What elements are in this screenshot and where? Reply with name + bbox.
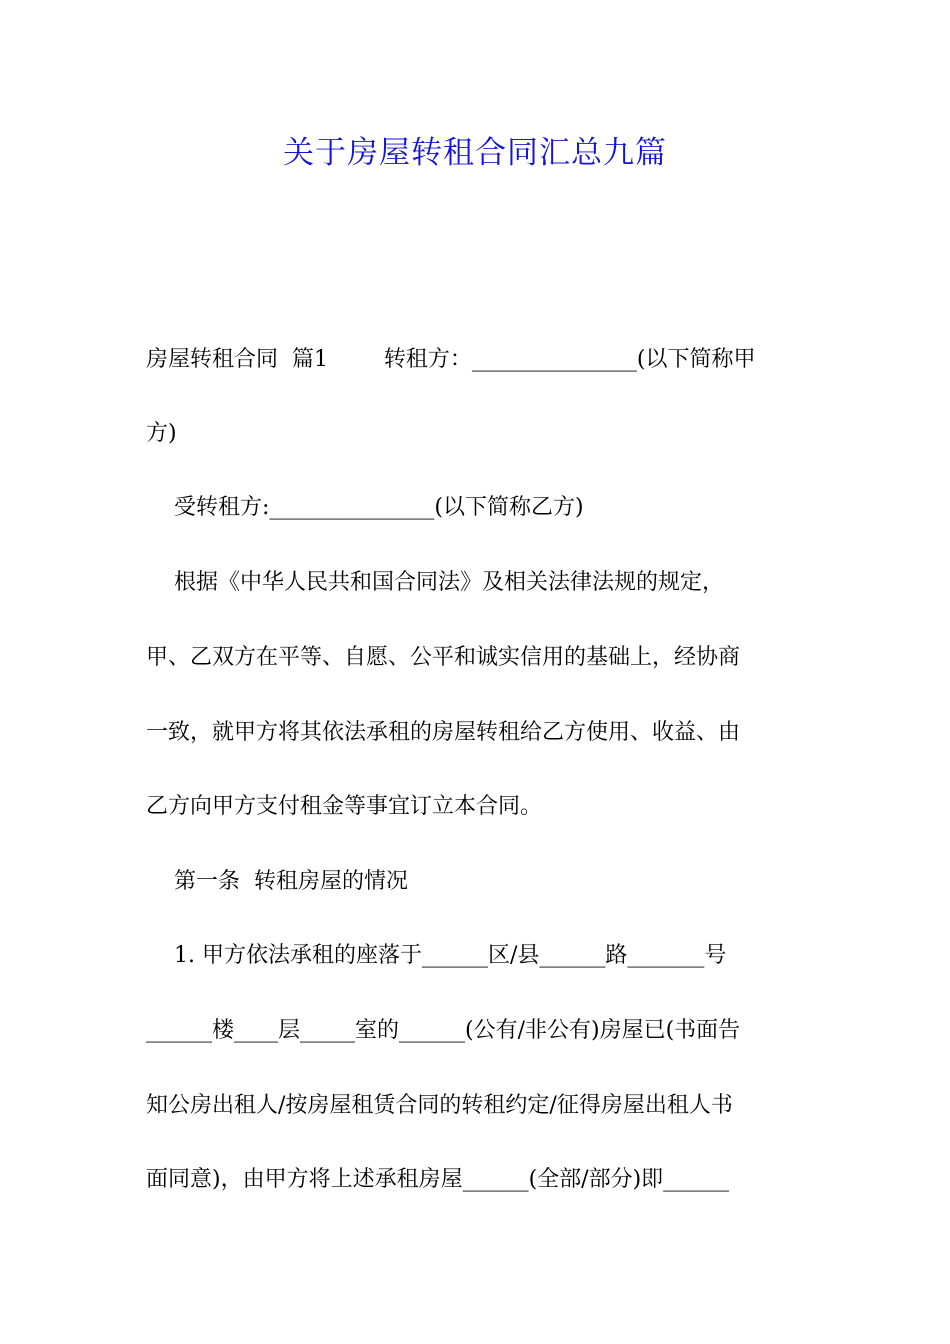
body-line: 一致，就甲方将其依法承租的房屋转租给乙方使用、收益、由 <box>146 720 741 745</box>
body-line: 受转租方:_______________(以下简称乙方) <box>146 495 584 520</box>
body-line: 房屋转租合同 篇1 转租方：_______________(以下简称甲 <box>146 347 756 372</box>
document-title: 关于房屋转租合同汇总九篇 <box>283 135 667 171</box>
body-line: 方) <box>146 421 177 446</box>
body-line: 面同意)，由甲方将上述承租房屋______(全部/部分)即______ <box>146 1167 730 1192</box>
body-line: 根据《中华人民共和国合同法》及相关法律法规的规定， <box>146 570 724 595</box>
body-line: 知公房出租人/按房屋租赁合同的转租约定/征得房屋出租人书 <box>146 1093 733 1118</box>
body-line: ______楼____层_____室的______(公有/非公有)房屋已(书面告 <box>146 1018 741 1043</box>
body-line: 甲、乙双方在平等、自愿、公平和诚实信用的基础上，经协商 <box>146 645 741 670</box>
body-line: 1. 甲方依法承租的座落于______区/县______路_______号 <box>146 943 727 968</box>
body-line: 乙方向甲方支付租金等事宜订立本合同。 <box>146 794 543 819</box>
section-heading: 第一条 转租房屋的情况 <box>146 869 408 894</box>
